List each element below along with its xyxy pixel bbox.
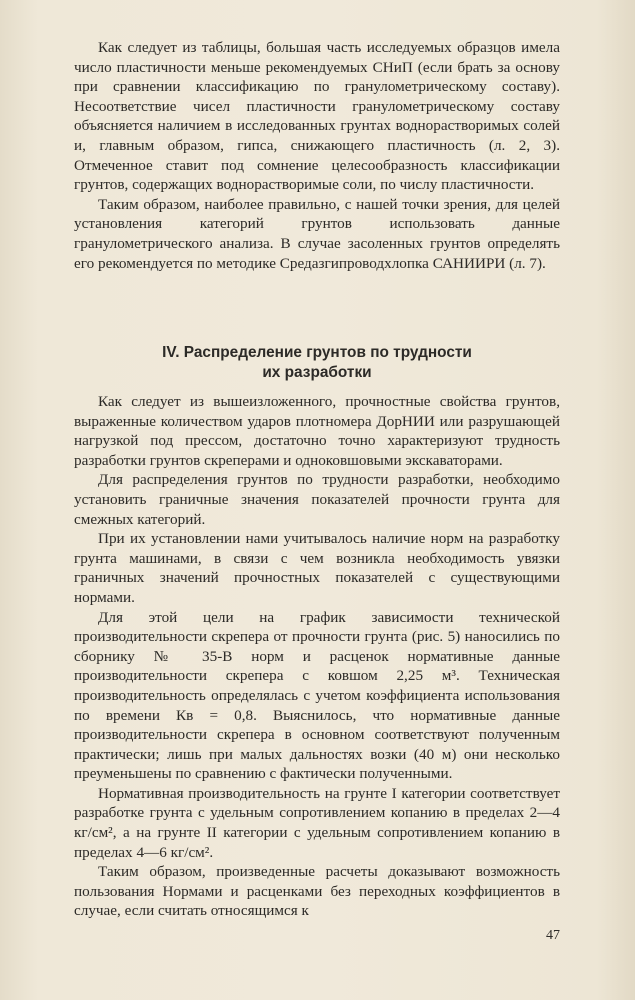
text-block-top bbox=[74, 38, 560, 273]
paragraph: Как следует из вышеизложенного, прочностные свойства грунтов, выраженные количеством ударов плотномера ДорНИИ или разрушающей нагрузкой под прессом, достаточно точно характеризуют трудность разработки грунтов скреперами и одноковшовыми экскаваторами. bbox=[74, 393, 560, 469]
paragraph: Таким образом, наиболее правильно, с нашей точки зрения, для целей установления категорий грунтов использовать данные гранулометрического анализа. В случае засоленных грунтов определять его рекомендуется по методике Средазгипроводхлопка САНИИРИ (л. 7). bbox=[74, 195, 560, 272]
heading-line-1: IV. Распределение грунтов по трудности bbox=[162, 344, 472, 361]
paragraph: Как следует из таблицы, большая часть исследуемых образцов имела число пластичности меньше рекомендуемых СНиП (если брать за основу при сравнении классификацию по гранулометрическому составу). Несоответствие чисел пластичности гранулометрическому составу объясняется наличием в исследованных грунтах воднорастворимых солей и, главным образом, гипса, снижающего пластичность (л. 2, 3). Отмеченное ставит под сомнение целесообразность классификации грунтов, содержащих воднорастворимые соли, по числу пластичности. bbox=[74, 39, 560, 194]
heading-line-2: их разработки bbox=[262, 363, 372, 381]
paragraph: Для этой цели на график зависимости технической производительности скрепера от прочности грунта (рис. 5) наносились по сборнику № 35-В норм и расценок нормативные данные производительности скрепера с ковшом 2,25 м³. Техническая производительность определялась с учетом коэффициента использования по времени Кв = 0,8. Выяснилось, что нормативные данные производительности скрепера в основном соответствуют полученным практически; лишь при малых дальностях возки (40 м) они несколько преуменьшены по сравнению с фактически полученными. bbox=[74, 608, 560, 783]
paragraph: Нормативная производительность на грунте I категории соответствует разработке грунта с удельным сопротивлением копанию в пределах 2—4 кг/см², а на грунте II категории с удельным сопротивлением копанию в пределах 4—6 кг/см². bbox=[74, 784, 560, 861]
section-heading bbox=[74, 343, 560, 382]
paragraph: Таким образом, произведенные расчеты доказывают возможность пользования Нормами и расценками без переходных коэффициентов в случае, если считать относящимся к bbox=[74, 863, 560, 920]
paragraph: При их установлении нами учитывалось наличие норм на разработку грунта машинами, в связи с чем возникла необходимость увязки граничных значений прочностных показателей с существующими нормами. bbox=[74, 530, 560, 606]
text-block-bottom bbox=[74, 392, 560, 921]
paragraph: Для распределения грунтов по трудности разработки, необходимо установить граничные значения показателей прочности грунта для смежных категорий. bbox=[74, 471, 560, 528]
page-number: 47 bbox=[546, 928, 560, 943]
